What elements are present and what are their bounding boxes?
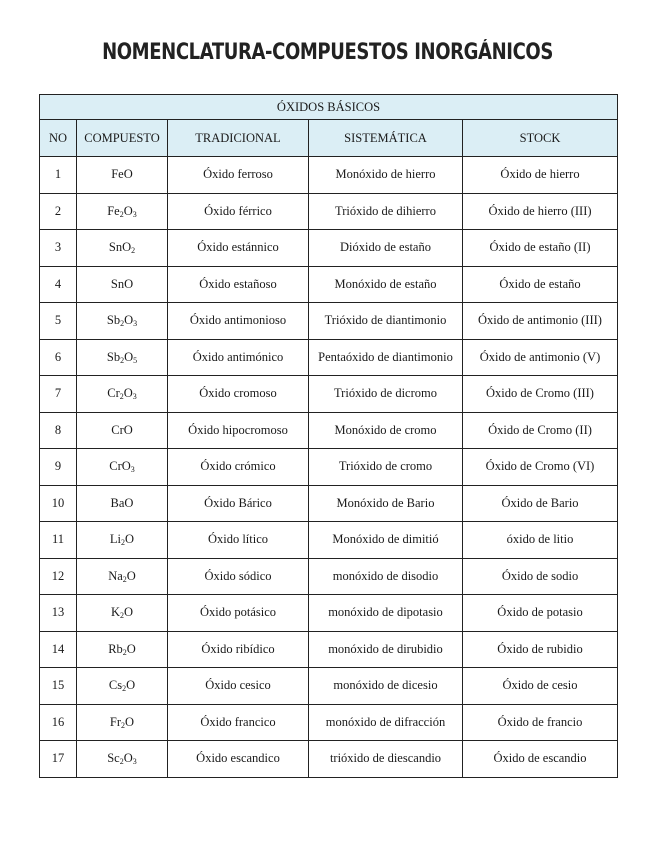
- stock-name: Óxido de estaño (II): [463, 230, 618, 267]
- row-number: 3: [40, 230, 77, 267]
- compound-formula: [77, 339, 168, 376]
- compound-formula: [77, 193, 168, 230]
- formula-subscript: 3: [132, 209, 137, 219]
- compound-formula: [77, 558, 168, 595]
- stock-name: Óxido de Cromo (VI): [463, 449, 618, 486]
- traditional-name: Óxido estánnico: [168, 230, 309, 267]
- traditional-name: Óxido francico: [168, 704, 309, 741]
- page-title: NOMENCLATURA-COMPUESTOS INORGÁNICOS: [102, 40, 553, 65]
- traditional-name: Óxido Bárico: [168, 485, 309, 522]
- table-row: [40, 412, 618, 449]
- compound-formula: [77, 303, 168, 340]
- compound-formula: [77, 631, 168, 668]
- systematic-name: monóxido de dirubidio: [309, 631, 463, 668]
- table-row: [40, 668, 618, 705]
- systematic-name: Monóxido de dimitió: [309, 522, 463, 559]
- systematic-name: monóxido de dipotasio: [309, 595, 463, 632]
- row-number: 15: [40, 668, 77, 705]
- compound-formula: [77, 595, 168, 632]
- formula-symbol: SnO: [108, 240, 132, 255]
- systematic-name: Trióxido de dihierro: [309, 193, 463, 230]
- traditional-name: Óxido estañoso: [168, 266, 309, 303]
- stock-name: Óxido de cesio: [463, 668, 618, 705]
- row-number: 7: [40, 376, 77, 413]
- compound-formula: [77, 266, 168, 303]
- stock-name: Óxido de hierro: [463, 157, 618, 194]
- formula-symbol: FeO: [111, 167, 133, 182]
- stock-name: Óxido de Cromo (III): [463, 376, 618, 413]
- table-row: [40, 339, 618, 376]
- systematic-name: Monóxido de estaño: [309, 266, 463, 303]
- compound-formula: [77, 376, 168, 413]
- row-number: 10: [40, 485, 77, 522]
- formula-subscript: 5: [133, 355, 138, 365]
- table-row: [40, 522, 618, 559]
- column-header-tradicional: TRADICIONAL: [168, 120, 309, 157]
- traditional-name: Óxido cromoso: [168, 376, 309, 413]
- table-row: [40, 558, 618, 595]
- formula-symbol: Sc: [107, 751, 120, 766]
- traditional-name: Óxido antimónico: [168, 339, 309, 376]
- formula-subscript: 2: [120, 319, 125, 329]
- systematic-name: Trióxido de diantimonio: [309, 303, 463, 340]
- formula-symbol: Rb: [108, 641, 123, 656]
- formula-subscript: 2: [131, 246, 136, 256]
- compound-formula: [77, 741, 168, 778]
- row-number: 6: [40, 339, 77, 376]
- row-number: 14: [40, 631, 77, 668]
- stock-name: Óxido de Bario: [463, 485, 618, 522]
- stock-name: Óxido de hierro (III): [463, 193, 618, 230]
- formula-symbol: O: [126, 678, 136, 693]
- row-number: 4: [40, 266, 77, 303]
- column-header-compuesto: COMPUESTO: [77, 120, 168, 157]
- stock-name: óxido de litio: [463, 522, 618, 559]
- row-number: 12: [40, 558, 77, 595]
- traditional-name: Óxido hipocromoso: [168, 412, 309, 449]
- column-header-row: [40, 120, 618, 157]
- formula-symbol: O: [124, 349, 134, 364]
- table-row: [40, 230, 618, 267]
- formula-subscript: 2: [121, 720, 126, 730]
- stock-name: Óxido de francio: [463, 704, 618, 741]
- formula-symbol: CrO: [109, 459, 131, 474]
- compound-formula: [77, 449, 168, 486]
- formula-symbol: CrO: [111, 422, 133, 437]
- compound-formula: [77, 230, 168, 267]
- formula-symbol: O: [123, 751, 133, 766]
- systematic-name: Trióxido de dicromo: [309, 376, 463, 413]
- traditional-name: Óxido antimonioso: [168, 303, 309, 340]
- formula-symbol: Li: [109, 532, 122, 547]
- formula-symbol: Na: [108, 568, 123, 583]
- formula-subscript: 2: [120, 611, 124, 621]
- section-title: ÓXIDOS BÁSICOS: [40, 95, 618, 120]
- systematic-name: Monóxido de Bario: [309, 485, 463, 522]
- table-row: [40, 595, 618, 632]
- formula-subscript: 3: [132, 392, 137, 402]
- formula-subscript: 2: [119, 757, 124, 767]
- row-number: 16: [40, 704, 77, 741]
- systematic-name: Trióxido de cromo: [309, 449, 463, 486]
- stock-name: Óxido de Cromo (II): [463, 412, 618, 449]
- formula-symbol: Cr: [107, 386, 120, 401]
- formula-symbol: O: [126, 568, 136, 583]
- systematic-name: Monóxido de hierro: [309, 157, 463, 194]
- formula-symbol: BaO: [110, 495, 134, 510]
- table-row: [40, 485, 618, 522]
- formula-subscript: 2: [121, 538, 126, 548]
- table-row: [40, 449, 618, 486]
- compound-formula: [77, 157, 168, 194]
- table-row: [40, 631, 618, 668]
- formula-subscript: 2: [119, 209, 124, 219]
- stock-name: Óxido de escandio: [463, 741, 618, 778]
- traditional-name: Óxido escandico: [168, 741, 309, 778]
- row-number: 8: [40, 412, 77, 449]
- column-header-no: NO: [40, 120, 77, 157]
- compound-formula: [77, 668, 168, 705]
- stock-name: Óxido de antimonio (V): [463, 339, 618, 376]
- stock-name: Óxido de sodio: [463, 558, 618, 595]
- formula-subscript: 3: [132, 757, 137, 767]
- row-number: 9: [40, 449, 77, 486]
- section-header-row: [40, 95, 618, 120]
- systematic-name: monóxido de difracción: [309, 704, 463, 741]
- table-row: [40, 704, 618, 741]
- formula-symbol: Cs: [108, 678, 123, 693]
- formula-symbol: O: [124, 313, 134, 328]
- formula-subscript: 3: [133, 319, 138, 329]
- formula-symbol: O: [126, 641, 136, 656]
- stock-name: Óxido de rubidio: [463, 631, 618, 668]
- table-row: [40, 157, 618, 194]
- row-number: 5: [40, 303, 77, 340]
- column-header-sistematica: SISTEMÁTICA: [309, 120, 463, 157]
- traditional-name: Óxido potásico: [168, 595, 309, 632]
- formula-subscript: 2: [122, 684, 127, 694]
- formula-subscript: 2: [119, 392, 124, 402]
- column-header-stock: STOCK: [463, 120, 618, 157]
- table-row: [40, 266, 618, 303]
- traditional-name: Óxido sódico: [168, 558, 309, 595]
- compound-formula: [77, 704, 168, 741]
- traditional-name: Óxido ribídico: [168, 631, 309, 668]
- traditional-name: Óxido lítico: [168, 522, 309, 559]
- row-number: 13: [40, 595, 77, 632]
- table-body: [40, 157, 618, 778]
- formula-symbol: Sb: [106, 349, 121, 364]
- systematic-name: monóxido de disodio: [309, 558, 463, 595]
- systematic-name: Monóxido de cromo: [309, 412, 463, 449]
- formula-symbol: Fr: [109, 714, 122, 729]
- formula-subscript: 2: [120, 355, 125, 365]
- systematic-name: Pentaóxido de diantimonio: [309, 339, 463, 376]
- traditional-name: Óxido cesico: [168, 668, 309, 705]
- formula-symbol: SnO: [110, 276, 134, 291]
- traditional-name: Óxido férrico: [168, 193, 309, 230]
- table-row: [40, 193, 618, 230]
- table-row: [40, 741, 618, 778]
- row-number: 11: [40, 522, 77, 559]
- traditional-name: Óxido crómico: [168, 449, 309, 486]
- compound-formula: [77, 522, 168, 559]
- formula-subscript: 2: [122, 574, 127, 584]
- stock-name: Óxido de estaño: [463, 266, 618, 303]
- table-row: [40, 303, 618, 340]
- stock-name: Óxido de potasio: [463, 595, 618, 632]
- traditional-name: Óxido ferroso: [168, 157, 309, 194]
- stock-name: Óxido de antimonio (III): [463, 303, 618, 340]
- formula-symbol: Sb: [106, 313, 121, 328]
- row-number: 17: [40, 741, 77, 778]
- formula-subscript: 2: [122, 647, 127, 657]
- systematic-name: Dióxido de estaño: [309, 230, 463, 267]
- oxides-table: [39, 94, 618, 778]
- row-number: 1: [40, 157, 77, 194]
- formula-symbol: O: [125, 532, 135, 547]
- compound-formula: [77, 412, 168, 449]
- table-row: [40, 376, 618, 413]
- formula-symbol: O: [123, 203, 133, 218]
- formula-subscript: 3: [130, 465, 135, 475]
- compound-formula: [77, 485, 168, 522]
- row-number: 2: [40, 193, 77, 230]
- formula-symbol: O: [124, 605, 134, 620]
- systematic-name: trióxido de diescandio: [309, 741, 463, 778]
- formula-symbol: Fe: [107, 203, 120, 218]
- systematic-name: monóxido de dicesio: [309, 668, 463, 705]
- formula-symbol: O: [125, 714, 135, 729]
- formula-symbol: O: [123, 386, 133, 401]
- formula-symbol: K: [110, 605, 120, 620]
